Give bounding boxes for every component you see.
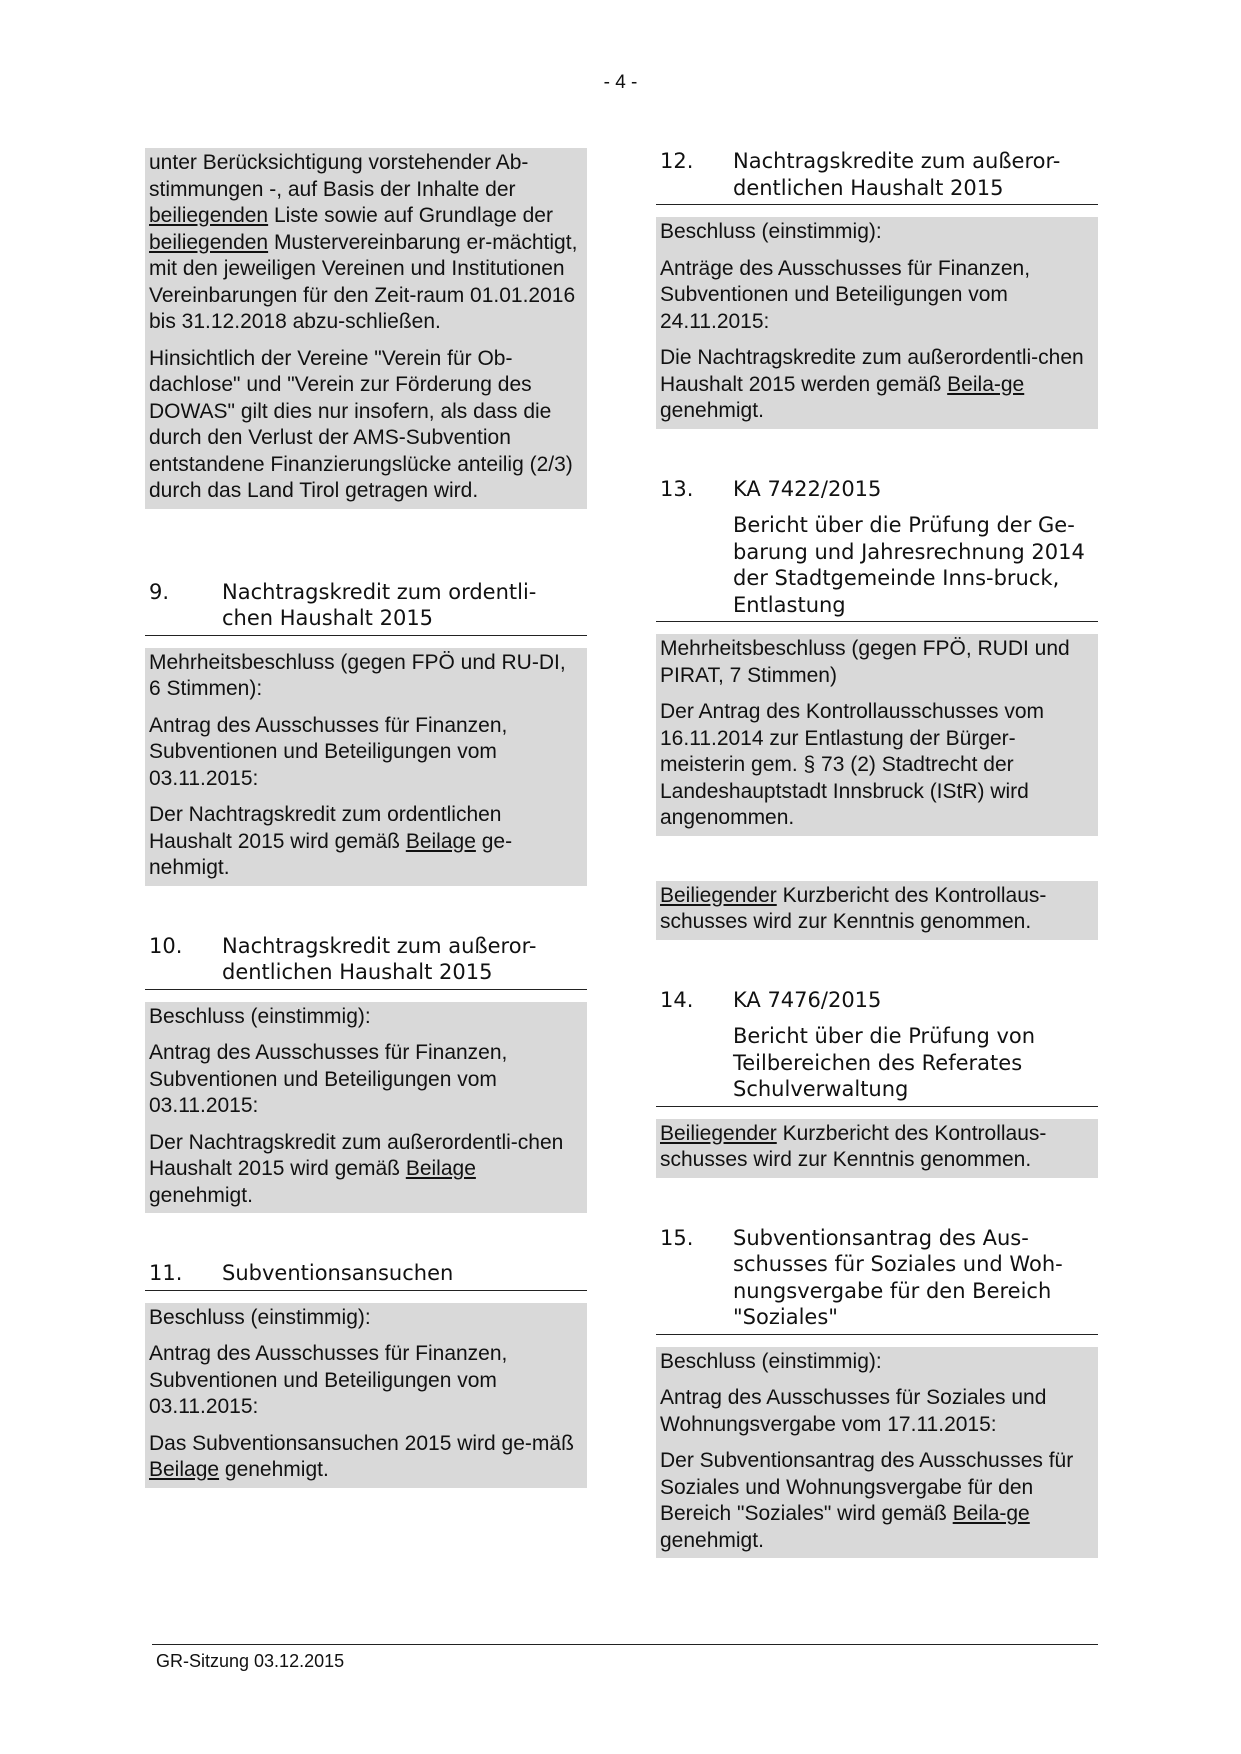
attachment-link[interactable]: Beila-ge xyxy=(947,372,1025,396)
decision-type: Beschluss (einstimmig): xyxy=(149,1305,371,1329)
note-text: Beiliegender Kurzbericht des Kontrollaus-schusses wird zur Kenntnis genommen. xyxy=(660,1121,1047,1171)
continued-paragraph-2: Hinsichtlich der Vereine "Verein für Ob-dachlose" und "Verein zur Förderung des DOWAS" gilt dies nur insofern, als dass die durch den Verlust der AMS-Subvention entstandene Finanzierungslücke anteilig (2/3) durch das Land Tirol getragen wird. xyxy=(149,346,573,502)
motion-text: Antrag des Ausschusses für Finanzen, Subventionen und Beteiligungen vom 03.11.2015: xyxy=(149,1342,508,1418)
resolution-text: Das Subventionsansuchen 2015 wird ge-mäß Beilage genehmigt. xyxy=(149,1431,574,1481)
agenda-item-14-note xyxy=(656,1119,1098,1178)
item-title: Subventionsansuchen xyxy=(222,1261,454,1285)
agenda-item-15-heading xyxy=(656,1225,1098,1335)
agenda-item-13-note xyxy=(656,881,1098,940)
attachment-link[interactable]: Beiliegender xyxy=(660,1121,777,1145)
attachment-link[interactable]: beiliegenden xyxy=(149,230,269,254)
motion-text: Antrag des Ausschusses für Finanzen, Subventionen und Beteiligungen vom 03.11.2015: xyxy=(149,713,508,790)
item-title: Nachtragskredit zum außeror-dentlichen Haushalt 2015 xyxy=(222,933,537,984)
decision-type: Beschluss (einstimmig): xyxy=(149,1004,371,1028)
resolution-text: Der Antrag des Kontrollausschusses vom 16.11.2014 zur Entlastung der Bürger-meisterin gem. § 73 (2) Stadtrecht der Landeshauptstadt Innsbruck (IStR) wird angenommen. xyxy=(660,700,1045,829)
attachment-link[interactable]: beiliegenden xyxy=(149,204,269,227)
footer-text: GR-Sitzung 03.12.2015 xyxy=(156,1651,345,1671)
continued-paragraph-1: unter Berücksichtigung vorstehender Ab-stimmungen -, auf Basis der Inhalte der beiliegenden Liste sowie auf Grundlage der beiliegenden Mustervereinbarung er-mächtigt, mit den jeweiligen Vereinen und Institutionen Vereinbarungen für den Zeit-raum 01.01.2016 bis 31.12.2018 abzu-schließen. xyxy=(149,151,578,333)
item-code: KA 7476/2015 xyxy=(733,987,882,1012)
attachment-link[interactable]: Beilage xyxy=(149,1458,220,1481)
attachment-link[interactable]: Beilage xyxy=(405,829,476,853)
agenda-item-13-decision xyxy=(656,634,1098,836)
decision-type: Beschluss (einstimmig): xyxy=(660,220,882,243)
right-column xyxy=(656,148,1098,1558)
agenda-item-12-heading xyxy=(656,148,1098,205)
resolution-text: Der Nachtragskredit zum außerordentli-chen Haushalt 2015 wird gemäß Beilage genehmigt. xyxy=(149,1130,564,1207)
agenda-item-11-decision xyxy=(145,1303,587,1488)
item-title: Nachtragskredite zum außeror-dentlichen Haushalt 2015 xyxy=(733,149,1061,200)
continued-decision-box xyxy=(145,148,587,509)
attachment-link[interactable]: Beilage xyxy=(405,1157,476,1180)
decision-type: Beschluss (einstimmig): xyxy=(660,1349,882,1373)
resolution-text: Der Nachtragskredit zum ordentlichen Haushalt 2015 wird gemäß Beilage ge-nehmigt. xyxy=(149,803,513,879)
agenda-item-10-decision xyxy=(145,1002,587,1214)
item-number: 15. xyxy=(660,1225,694,1250)
item-number: 14. xyxy=(660,987,694,1012)
item-number: 11. xyxy=(149,1261,183,1285)
item-title: Bericht über die Prüfung der Ge-barung und Jahresrechnung 2014 der Stadtgemeinde Inns-bruck, Entlastung xyxy=(733,513,1085,617)
left-column xyxy=(145,148,587,1488)
resolution-text: Der Subventionsantrag des Ausschusses für Soziales und Wohnungsvergabe für den Bereich "Soziales" wird gemäß Beila-ge genehmigt. xyxy=(660,1449,1074,1552)
item-number: 13. xyxy=(660,476,694,501)
item-number: 12. xyxy=(660,149,694,173)
page-number: - 4 - xyxy=(603,72,638,93)
decision-type: Mehrheitsbeschluss (gegen FPÖ und RU-DI, 6 Stimmen): xyxy=(149,650,566,700)
item-title: Subventionsantrag des Aus-schusses für Soziales und Woh-nungsvergabe für den Bereich "Soziales" xyxy=(733,1225,1063,1329)
attachment-link[interactable]: Beiliegender xyxy=(660,883,777,907)
agenda-item-15-decision xyxy=(656,1347,1098,1559)
agenda-item-9-decision xyxy=(145,648,587,886)
agenda-item-11-heading xyxy=(145,1260,587,1291)
item-code: KA 7422/2015 xyxy=(733,476,882,501)
agenda-item-14-heading xyxy=(656,987,1098,1107)
agenda-item-9-heading xyxy=(145,579,587,636)
motion-text: Antrag des Ausschusses für Soziales und Wohnungsvergabe vom 17.11.2015: xyxy=(660,1386,1047,1436)
attachment-link[interactable]: Beila-ge xyxy=(952,1502,1030,1525)
item-title: Nachtragskredit zum ordentli-chen Haushalt 2015 xyxy=(222,579,537,630)
item-title: Bericht über die Prüfung von Teilbereichen des Referates Schulverwaltung xyxy=(733,1024,1036,1101)
footer-divider xyxy=(152,1644,1098,1645)
resolution-text: Die Nachtragskredite zum außerordentli-chen Haushalt 2015 werden gemäß Beila-ge genehmigt. xyxy=(660,346,1084,422)
note-text: Beiliegender Kurzbericht des Kontrollaus-schusses wird zur Kenntnis genommen. xyxy=(660,883,1047,933)
item-number: 10. xyxy=(149,933,183,958)
motion-text: Antrag des Ausschusses für Finanzen, Subventionen und Beteiligungen vom 03.11.2015: xyxy=(149,1041,508,1117)
agenda-item-12-decision xyxy=(656,217,1098,429)
agenda-item-13-heading xyxy=(656,476,1098,623)
agenda-item-10-heading xyxy=(145,933,587,990)
decision-type: Mehrheitsbeschluss (gegen FPÖ, RUDI und PIRAT, 7 Stimmen) xyxy=(660,637,1070,687)
motion-text: Anträge des Ausschusses für Finanzen, Subventionen und Beteiligungen vom 24.11.2015: xyxy=(660,256,1031,333)
item-number: 9. xyxy=(149,579,170,604)
